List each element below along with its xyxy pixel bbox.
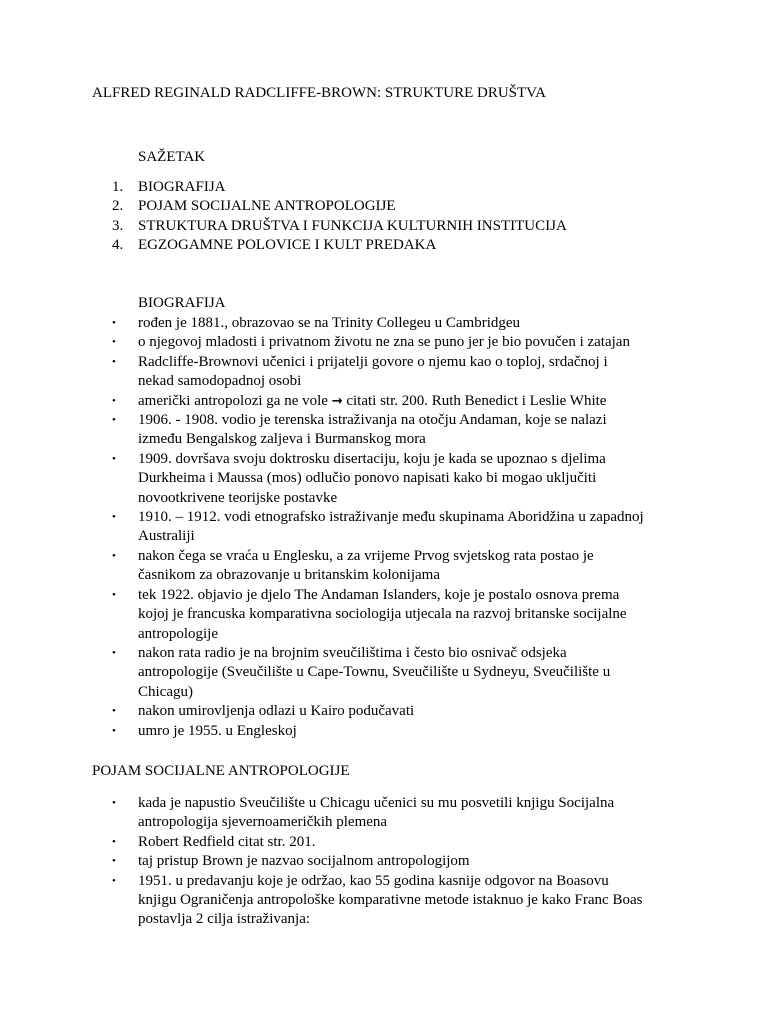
list-item xyxy=(112,833,644,852)
section-heading-biografija: BIOGRAFIJA xyxy=(138,295,226,311)
list-item-text: 1909. dovršava svoju doktrosku disertaciju, koju je kada se upoznao s djelima Durkheima i Maussa (mos) odlučio ponovo napisati kako bi mogao uključiti novootkrivene teorijske postavke xyxy=(138,450,606,506)
bullet-icon: • xyxy=(112,549,116,562)
list-item xyxy=(112,333,644,352)
toc-item xyxy=(112,197,672,216)
list-item-text: 1910. – 1912. vodi etnografsko istraživanje među skupinama Aboridžina u zapadnoj Australiji xyxy=(138,509,644,545)
list-item-text-after-arrow: citati str. 200. Ruth Benedict i Leslie White xyxy=(342,392,607,409)
bullet-icon: • xyxy=(112,317,116,329)
bullet-icon: • xyxy=(112,835,116,848)
list-item xyxy=(112,353,644,392)
bullet-icon: • xyxy=(112,336,116,349)
list-item xyxy=(112,852,644,871)
list-item xyxy=(112,508,644,547)
list-item xyxy=(112,411,644,450)
toc-heading: SAŽETAK xyxy=(138,149,206,165)
toc-list xyxy=(112,178,672,256)
toc-item-label: BIOGRAFIJA xyxy=(138,179,226,195)
list-item xyxy=(112,644,644,702)
bullet-icon: • xyxy=(112,355,116,368)
list-item xyxy=(112,314,644,333)
bullet-icon: • xyxy=(112,394,116,407)
list-item-text-before-arrow: američki antropolozi ga ne vole xyxy=(138,392,332,409)
list-item xyxy=(112,586,644,644)
toc-item-number: 1. xyxy=(112,179,124,195)
list-item-text: o njegovoj mladosti i privatnom životu ne zna se puno jer je bio povučen i zatajan xyxy=(138,334,630,351)
document-title: ALFRED REGINALD RADCLIFFE-BROWN: STRUKTURE DRUŠTVA xyxy=(92,85,546,101)
bullet-icon: • xyxy=(112,855,116,868)
list-item-text: Radcliffe-Brownovi učenici i prijatelji govore o njemu kao o toploj, srdačnoj i nekad samodopadnoj osobi xyxy=(138,353,608,390)
toc-item-number: 4. xyxy=(112,237,124,254)
list-item-text: taj pristup Brown je nazvao socijalnom antropologijom xyxy=(138,853,470,870)
list-item xyxy=(112,702,644,721)
list-item-text: Robert Redfield citat str. 201. xyxy=(138,833,316,850)
toc-item-label: EGZOGAMNE POLOVICE I KULT PREDAKA xyxy=(138,237,437,254)
list-item-text xyxy=(138,393,606,409)
list-item-text: nakon rata radio je na brojnim sveučilištima i često bio osnivač odsjeka antropologije (Sveučilište u Cape-Townu, Sveučilište u Sydneyu, Sveučilište u Chicagu) xyxy=(138,644,611,700)
bullet-icon: • xyxy=(112,724,116,737)
arrow-right-icon: → xyxy=(331,393,343,409)
list-item-text: tek 1922. objavio je djelo The Andaman Islanders, koje je postalo osnova prema kojoj je francuska komparativna sociologija utjecala na razvoj britanske socijalne antropologije xyxy=(138,586,627,642)
list-item xyxy=(112,392,644,411)
list-item-text: 1951. u predavanju koje je održao, kao 55 godina kasnije odgovor na Boasovu knjigu Ograničenja antropološke komparativne metode istaknuo je kako Franc Boas postavlja 2 cilja istraživanja: xyxy=(138,872,643,928)
list-item xyxy=(112,547,644,586)
bullet-icon: • xyxy=(112,588,116,601)
list-item-text: 1906. - 1908. vodio je terenska istraživanja na otočju Andaman, koje se nalazi između Bengalskog zaljeva i Burmanskog mora xyxy=(138,412,607,448)
toc-item-label: POJAM SOCIJALNE ANTROPOLOGIJE xyxy=(138,198,396,215)
list-item xyxy=(112,450,644,508)
toc-item xyxy=(112,217,672,236)
bullet-icon: • xyxy=(112,646,116,659)
bullet-icon: • xyxy=(112,705,116,718)
bullet-icon: • xyxy=(112,797,116,809)
toc-item-number: 2. xyxy=(112,198,124,215)
toc-item xyxy=(112,178,672,197)
bullet-icon: • xyxy=(112,414,116,427)
bullet-icon: • xyxy=(112,452,116,465)
list-item-text: nakon umirovljenja odlazi u Kairo podučavati xyxy=(138,703,415,720)
list-item-text: umro je 1955. u Engleskoj xyxy=(138,722,297,739)
toc-item xyxy=(112,236,672,255)
list-item xyxy=(112,794,644,833)
pojam-bullet-list xyxy=(112,794,644,930)
section-heading-pojam: POJAM SOCIJALNE ANTROPOLOGIJE xyxy=(92,763,350,779)
toc-item-number: 3. xyxy=(112,217,124,234)
list-item-text: rođen je 1881., obrazovao se na Trinity Collegeu u Cambridgeu xyxy=(138,315,521,331)
list-item xyxy=(112,872,644,930)
toc-item-label: STRUKTURA DRUŠTVA I FUNKCIJA KULTURNIH INSTITUCIJA xyxy=(138,217,567,234)
list-item xyxy=(112,722,644,741)
bullet-icon: • xyxy=(112,511,116,524)
biografija-bullet-list xyxy=(112,314,644,741)
bullet-icon: • xyxy=(112,874,116,887)
list-item-text: kada je napustio Sveučilište u Chicagu učenici su mu posvetili knjigu Socijalna antropologija sjevernoameričkih plemena xyxy=(138,795,615,831)
list-item-text: nakon čega se vraća u Englesku, a za vrijeme Prvog svjetskog rata postao je časnikom za obrazovanje u britanskim kolonijama xyxy=(138,547,594,584)
